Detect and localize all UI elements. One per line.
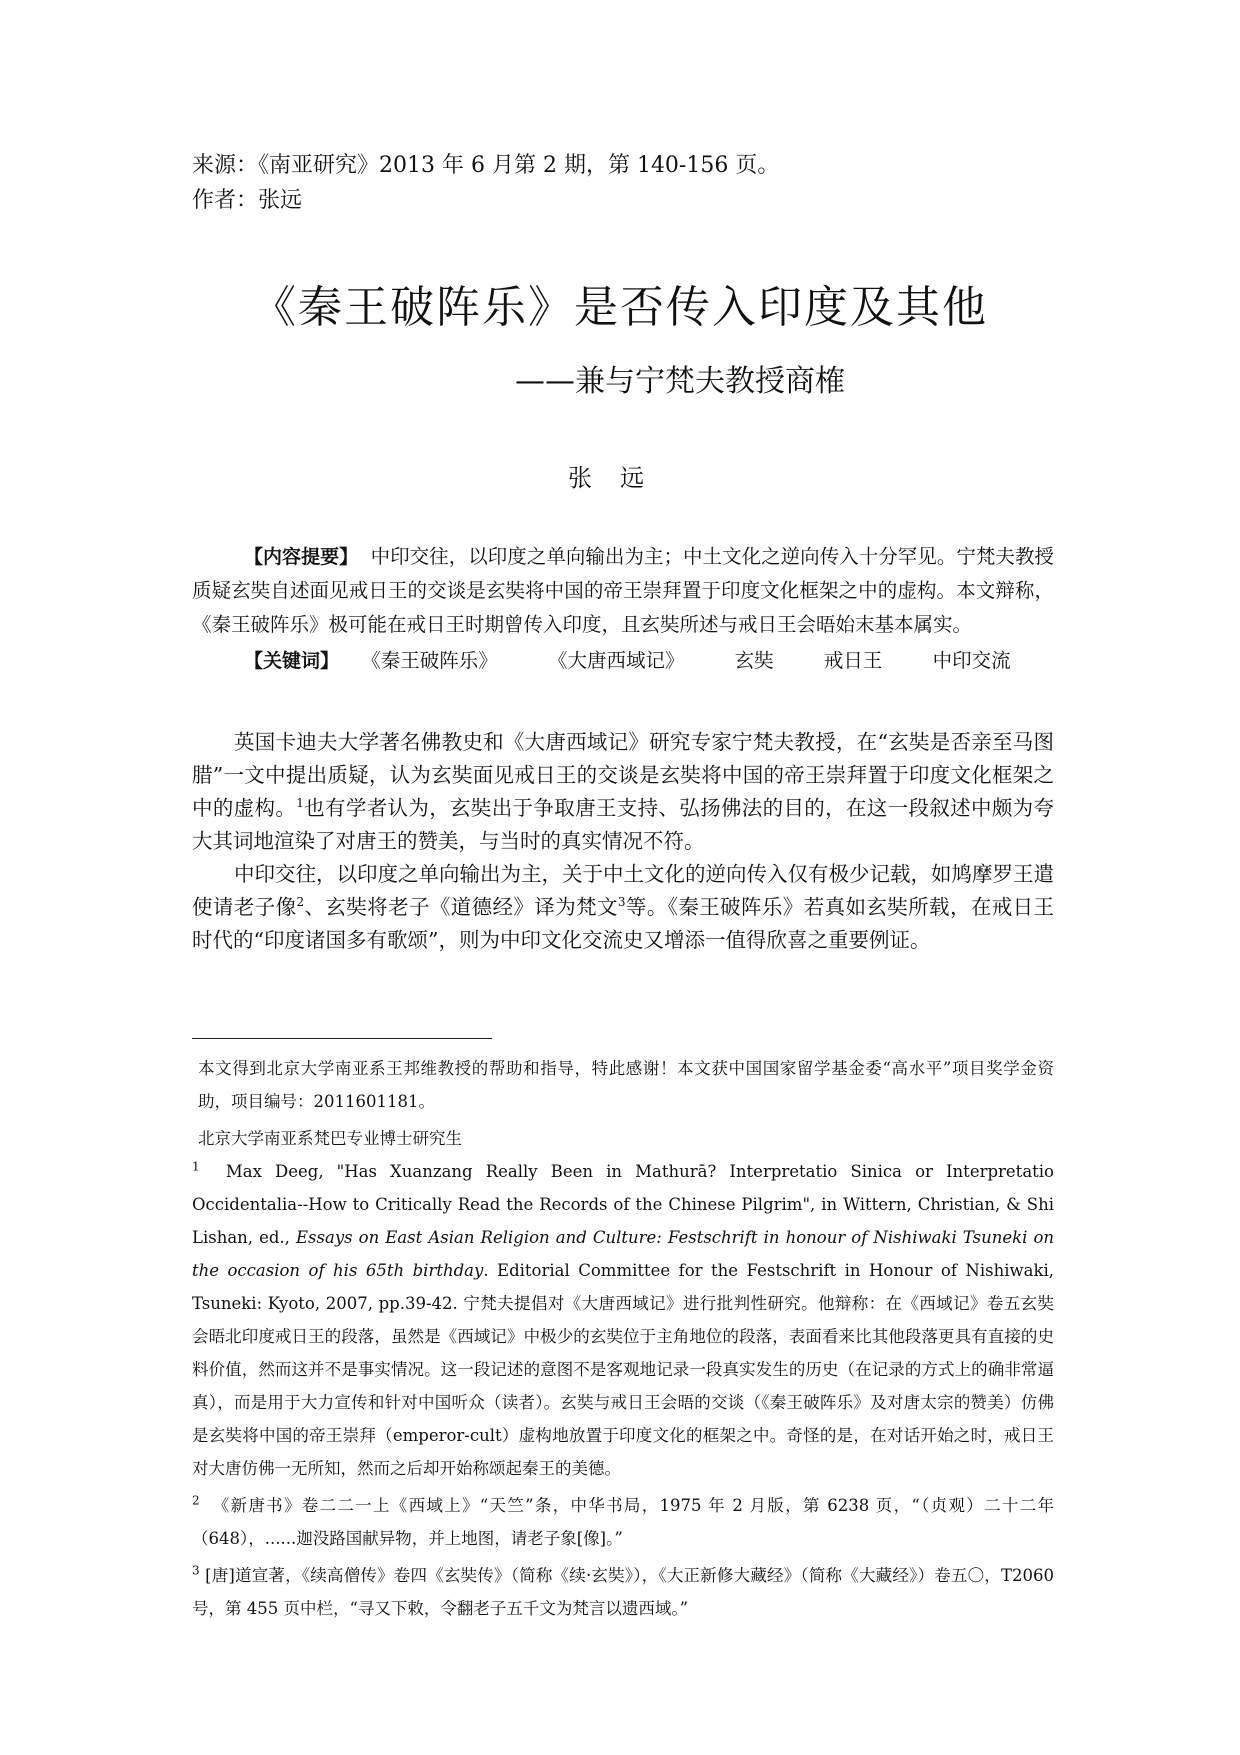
text-segment: [唐]道宣著，《续高僧传》卷四《玄奘传》（简称《续·玄奘》），《大正新修大藏经》（简称《大藏经》）卷五〇，T2060 号，第 455 页中栏，“寻又下敕，令翻老子五千文为梵言以遗西域。” [192, 1566, 1054, 1618]
keyword: 玄奘 [734, 649, 774, 672]
keyword: 《大唐西域记》 [547, 649, 685, 672]
footnote-ref[interactable]: 2 [296, 895, 305, 910]
source-citation: 来源：《南亚研究》2013 年 6 月第 2 期，第 140-156 页。 [192, 153, 780, 178]
footnote-ref[interactable]: 1 [296, 796, 304, 811]
abstract-label: 【内容提要】 [244, 546, 359, 568]
paper-subtitle: ——兼与宁梵夫教授商榷 [515, 364, 845, 399]
abstract [192, 540, 1054, 678]
keyword: 中印交流 [932, 649, 1011, 672]
text-segment: . Editorial Committee for the Festschrift in Honour of Nishiwaki, Tsuneki: Kyoto, 2007, pp.39-42. 宁梵夫提倡对《大唐西域记》进行批判性研究。他辩称：在《西域记》卷五玄奘会晤北印度戒日王的段落，虽然是《西域记》中极少的玄奘位于主角地位的段落，表面看来比其他段落更具有直接的史料价值，然而这并不是事实情况。这一段记述的意图不是客观地记录一段真实发生的历史（在记录的方式上的确非常逼真），而是用于大力宣传和针对中国听众（读者）。玄奘与戒日王会晤的交谈（《秦王破阵乐》及对唐太宗的赞美）仿佛是玄奘将中国的帝王崇拜（emperor-cult）虚构地放置于印度文化的框架之中。奇怪的是，在对话开始之时，戒日王对大唐仿佛一无所知，然而之后却开始称颂起秦王的美德。 [192, 1261, 1054, 1478]
footnote-number: 1 [192, 1159, 200, 1174]
footnote-divider [192, 1038, 492, 1039]
text-segment: 等。《秦王破阵乐》若真如玄奘所载，在戒日王时代的“印度诸国多有歌颂”，则为中印文化交流史又增添一值得欣喜之重要例证。 [192, 895, 1055, 952]
footnote-number: 2 [192, 1493, 200, 1508]
paper-author: 张远 [568, 464, 672, 492]
book-title: Essays on East Asian Religion and Culture: Festschrift in honour of Nishiwaki Tsuneki on the occasion of his 65th birthday [192, 1228, 1055, 1280]
footnote-2 [192, 1489, 1054, 1555]
text-segment: Max Deeg, "Has Xuanzang Really Been in Mathurā? Interpretatio Sinica or Interpretatio Occidentalia--How to Critically Read the Records of the Chinese Pilgrim", in Wittern, Christian, & Shi Lishan, ed., [192, 1162, 1054, 1247]
source-info [192, 148, 779, 218]
body-paragraph-1 [192, 726, 1054, 858]
author-line: 作者：张远 [192, 188, 303, 213]
text-segment: 中印交往，以印度之单向输出为主，关于中土文化的逆向传入仅有极少记载，如鸠摩罗王遣使请老子像 [192, 862, 1054, 919]
footnote-number: 3 [192, 1563, 200, 1578]
text-segment: 也有学者认为，玄奘出于争取唐王支持、弘扬佛法的目的，在这一段叙述中颇为夸大其词地渲染了对唐王的赞美，与当时的真实情况不符。 [192, 796, 1055, 853]
body-text [192, 726, 1054, 957]
keywords-label: 【关键词】 [244, 650, 340, 672]
footnote-1 [192, 1155, 1054, 1485]
abstract-text: 中印交往，以印度之单向输出为主；中土文化之逆向传入十分罕见。宁梵夫教授质疑玄奘自述面见戒日王的交谈是玄奘将中国的帝王崇拜置于印度文化框架之中的虚构。本文辩称，《秦王破阵乐》极可能在戒日王时期曾传入印度，且玄奘所述与戒日王会晤始末基本属实。 [192, 545, 1054, 636]
footnote-3 [192, 1559, 1054, 1625]
text-segment: 《新唐书》卷二二一上《西域上》“天竺”条，中华书局，1975 年 2 月版，第 6238 页，“（贞观）二十二年（648），......迦没路国献异物，并上地图，请老子象[像]。” [192, 1496, 1054, 1548]
body-paragraph-2 [192, 858, 1054, 957]
text-segment: 英国卡迪夫大学著名佛教史和《大唐西域记》研究专家宁梵夫教授，在“玄奘是否亲至马图腊”一文中提出质疑，认为玄奘面见戒日王的交谈是玄奘将中国的帝王崇拜置于印度文化框架之中的虚构。 [192, 730, 1054, 820]
abstract-paragraph [192, 540, 1054, 642]
keyword: 《秦王破阵乐》 [361, 649, 498, 672]
footnote-ref[interactable]: 3 [617, 895, 626, 910]
text-segment: 、玄奘将老子《道德经》译为梵文 [304, 895, 618, 919]
keyword: 戒日王 [823, 649, 883, 672]
footnotes [192, 1052, 1054, 1625]
keywords-line [192, 644, 1054, 678]
footnote-affiliation: 北京大学南亚系梵巴专业博士研究生 [198, 1129, 462, 1148]
footnote-acknowledgement: 本文得到北京大学南亚系王邦维教授的帮助和指导，特此感谢！本文获中国国家留学基金委“高水平”项目奖学金资助，项目编号：2011601181。 [198, 1059, 1054, 1111]
paper-title: 《秦王破阵乐》是否传入印度及其他 [252, 282, 988, 333]
